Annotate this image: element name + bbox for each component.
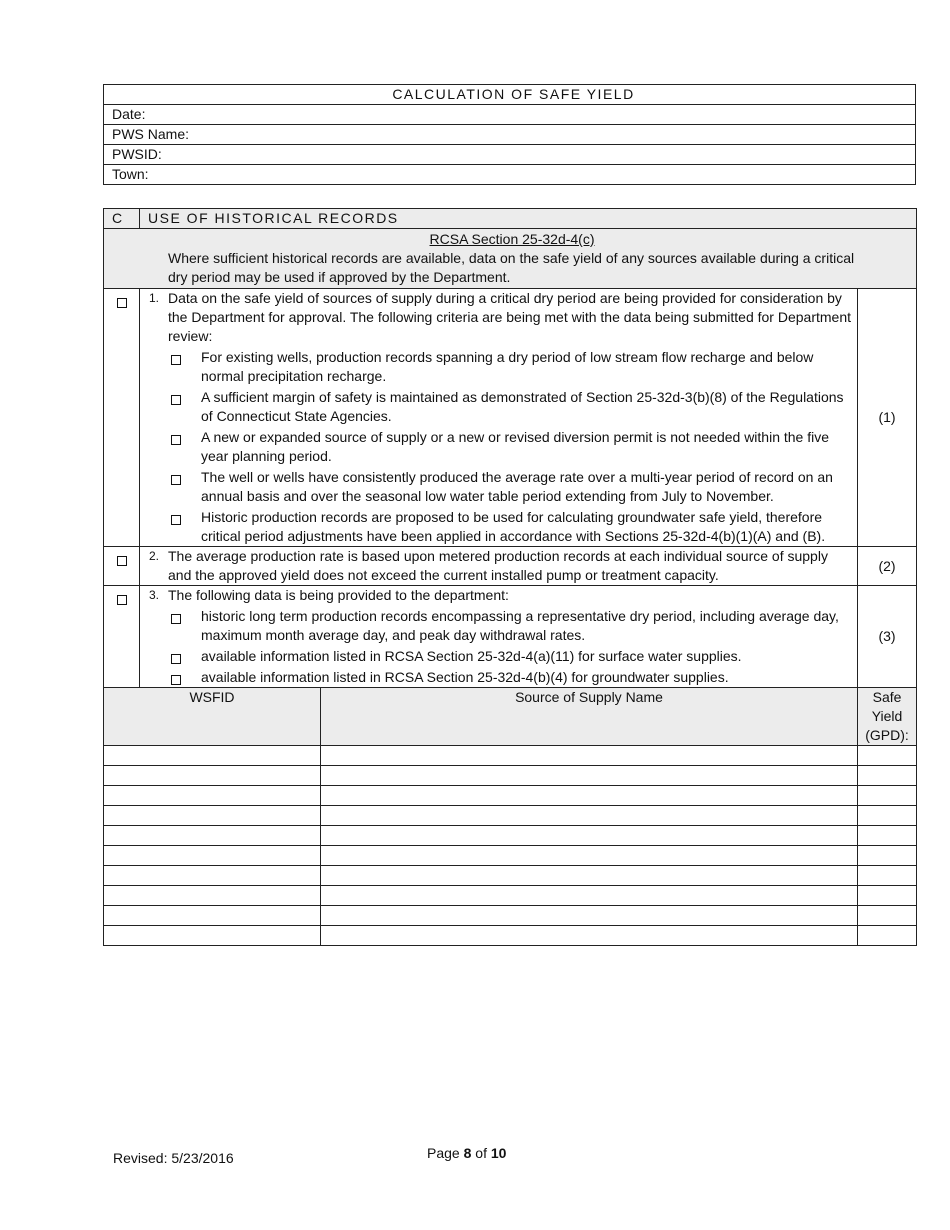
item-1-sub-5: [168, 508, 851, 546]
supply-row: [104, 866, 917, 886]
wsfid-cell[interactable]: [104, 806, 321, 826]
item-3-sub-1-checkbox[interactable]: [171, 614, 181, 624]
section-citation: RCSA Section 25-32d-4(c): [429, 231, 595, 247]
section-intro-row: [104, 229, 917, 289]
wsfid-cell[interactable]: [104, 826, 321, 846]
section-letter: C: [104, 209, 140, 229]
safe-yield-cell[interactable]: [858, 826, 917, 846]
town-field[interactable]: Town:: [104, 165, 916, 185]
safe-yield-cell[interactable]: [858, 926, 917, 946]
item-2-text: The average production rate is based upon metered production records at each individual source of supply and the approved yield does not exceed the current installed pump or treatment capacity.: [168, 548, 828, 583]
item-3-number: 3.: [148, 588, 159, 602]
supply-row: [104, 906, 917, 926]
safe-yield-cell[interactable]: [858, 886, 917, 906]
item-3-sub-2-checkbox[interactable]: [171, 654, 181, 664]
header-table: [103, 84, 916, 185]
item-2: [140, 547, 858, 586]
wsfid-cell[interactable]: [104, 906, 321, 926]
supply-table-header: [104, 688, 917, 746]
wsfid-cell[interactable]: [104, 846, 321, 866]
source-name-cell[interactable]: [321, 926, 858, 946]
supply-row: [104, 786, 917, 806]
supply-row: [104, 746, 917, 766]
item-3-sub-1-text: historic long term production records encompassing a representative dry period, including average day, maximum month average day, and peak day withdrawal rates.: [201, 608, 839, 643]
safe-yield-cell[interactable]: [858, 866, 917, 886]
item-1-sub-3-text: A new or expanded source of supply or a new or revised diversion permit is not needed within the five year planning period.: [201, 429, 830, 464]
safe-yield-cell[interactable]: [858, 766, 917, 786]
item-row-1: [104, 289, 917, 547]
source-name-cell[interactable]: [321, 786, 858, 806]
item-3-sub-1: [168, 607, 851, 645]
page-of: of: [471, 1145, 491, 1161]
item-2-checkbox[interactable]: [117, 556, 127, 566]
item-1-sub-3: [168, 428, 851, 466]
section-c-table: [103, 208, 917, 946]
page-number: [427, 1145, 506, 1161]
item-1-sub-1-checkbox[interactable]: [171, 355, 181, 365]
item-3-checkbox-cell: [104, 586, 140, 688]
item-1-sub-2-text: A sufficient margin of safety is maintained as demonstrated of Section 25-32d-3(b)(8) of the Regulations of Connecticut State Agencies.: [201, 389, 844, 424]
item-3-sub-3: [168, 668, 851, 687]
item-1-sub-4-checkbox[interactable]: [171, 475, 181, 485]
item-1-sub-4: [168, 468, 851, 506]
item-3-sub-2-text: available information listed in RCSA Section 25-32d-4(a)(11) for surface water supplies.: [201, 648, 742, 664]
item-row-2: [104, 547, 917, 586]
page-current: 8: [463, 1145, 472, 1161]
item-3-text: The following data is being provided to the department:: [168, 587, 509, 603]
wsfid-cell[interactable]: [104, 786, 321, 806]
source-name-cell[interactable]: [321, 826, 858, 846]
col-header-wsfid: WSFID: [104, 688, 321, 746]
col-header-safe-yield: Safe Yield (GPD):: [858, 688, 917, 746]
item-1-checkbox-cell: [104, 289, 140, 547]
date-field[interactable]: Date:: [104, 105, 916, 125]
page-prefix: Page: [427, 1145, 464, 1161]
item-2-checkbox-cell: [104, 547, 140, 586]
section-header-row: [104, 209, 917, 229]
section-intro-text: Where sufficient historical records are available, data on the safe yield of any sources available during a critical dry period may be used if approved by the Department.: [168, 250, 855, 285]
item-3-sub-2: [168, 647, 851, 666]
wsfid-cell[interactable]: [104, 766, 321, 786]
wsfid-cell[interactable]: [104, 866, 321, 886]
supply-row: [104, 806, 917, 826]
supply-row: [104, 846, 917, 866]
safe-yield-cell[interactable]: [858, 906, 917, 926]
item-row-3: [104, 586, 917, 688]
item-3: [140, 586, 858, 688]
item-1-sub-5-text: Historic production records are proposed to be used for calculating groundwater safe yield, therefore critical period adjustments have been applied in accordance with Sections 25-32d-4(b)(1)(A) and (B).: [201, 509, 826, 544]
section-title: USE OF HISTORICAL RECORDS: [140, 209, 917, 229]
item-3-sub-3-text: available information listed in RCSA Section 25-32d-4(b)(4) for groundwater supplies.: [201, 669, 729, 685]
item-1-ref: (1): [858, 289, 917, 547]
item-1-checkbox[interactable]: [117, 298, 127, 308]
item-3-checkbox[interactable]: [117, 595, 127, 605]
safe-yield-cell[interactable]: [858, 786, 917, 806]
pwsid-field[interactable]: PWSID:: [104, 145, 916, 165]
item-1-sub-2: [168, 388, 851, 426]
item-2-number: 2.: [148, 549, 159, 563]
item-1-text: Data on the safe yield of sources of supply during a critical dry period are being provided for consideration by the Department for approval. The following criteria are being met with the data being submitted for Department review:: [168, 290, 851, 344]
section-intro: [104, 229, 917, 289]
wsfid-cell[interactable]: [104, 886, 321, 906]
revised-date: Revised: 5/23/2016: [113, 1150, 234, 1166]
item-1-sub-2-checkbox[interactable]: [171, 395, 181, 405]
source-name-cell[interactable]: [321, 886, 858, 906]
supply-row: [104, 886, 917, 906]
supply-row: [104, 826, 917, 846]
safe-yield-cell[interactable]: [858, 746, 917, 766]
source-name-cell[interactable]: [321, 806, 858, 826]
source-name-cell[interactable]: [321, 866, 858, 886]
page-total: 10: [490, 1145, 507, 1161]
wsfid-cell[interactable]: [104, 746, 321, 766]
item-1-sub-1-text: For existing wells, production records spanning a dry period of low stream flow recharge and below normal precipitation recharge.: [201, 349, 814, 384]
source-name-cell[interactable]: [321, 766, 858, 786]
item-1-sub-1: [168, 348, 851, 386]
supply-row: [104, 766, 917, 786]
item-3-ref: (3): [858, 586, 917, 688]
item-1-sub-4-text: The well or wells have consistently produced the average rate over a multi-year period of record on an annual basis and over the seasonal low water table period extending from July to November.: [201, 469, 833, 504]
item-3-sub-3-checkbox[interactable]: [171, 675, 181, 685]
pws-name-field[interactable]: PWS Name:: [104, 125, 916, 145]
source-name-cell[interactable]: [321, 906, 858, 926]
source-name-cell[interactable]: [321, 846, 858, 866]
item-1-number: 1.: [148, 291, 159, 305]
item-1: [140, 289, 858, 547]
item-2-ref: (2): [858, 547, 917, 586]
supply-row: [104, 926, 917, 946]
source-name-cell[interactable]: [321, 746, 858, 766]
col-header-source-name: Source of Supply Name: [321, 688, 858, 746]
safe-yield-cell[interactable]: [858, 806, 917, 826]
form-title: CALCULATION OF SAFE YIELD: [104, 85, 916, 105]
safe-yield-cell[interactable]: [858, 846, 917, 866]
item-1-sub-5-checkbox[interactable]: [171, 515, 181, 525]
item-1-sub-3-checkbox[interactable]: [171, 435, 181, 445]
wsfid-cell[interactable]: [104, 926, 321, 946]
